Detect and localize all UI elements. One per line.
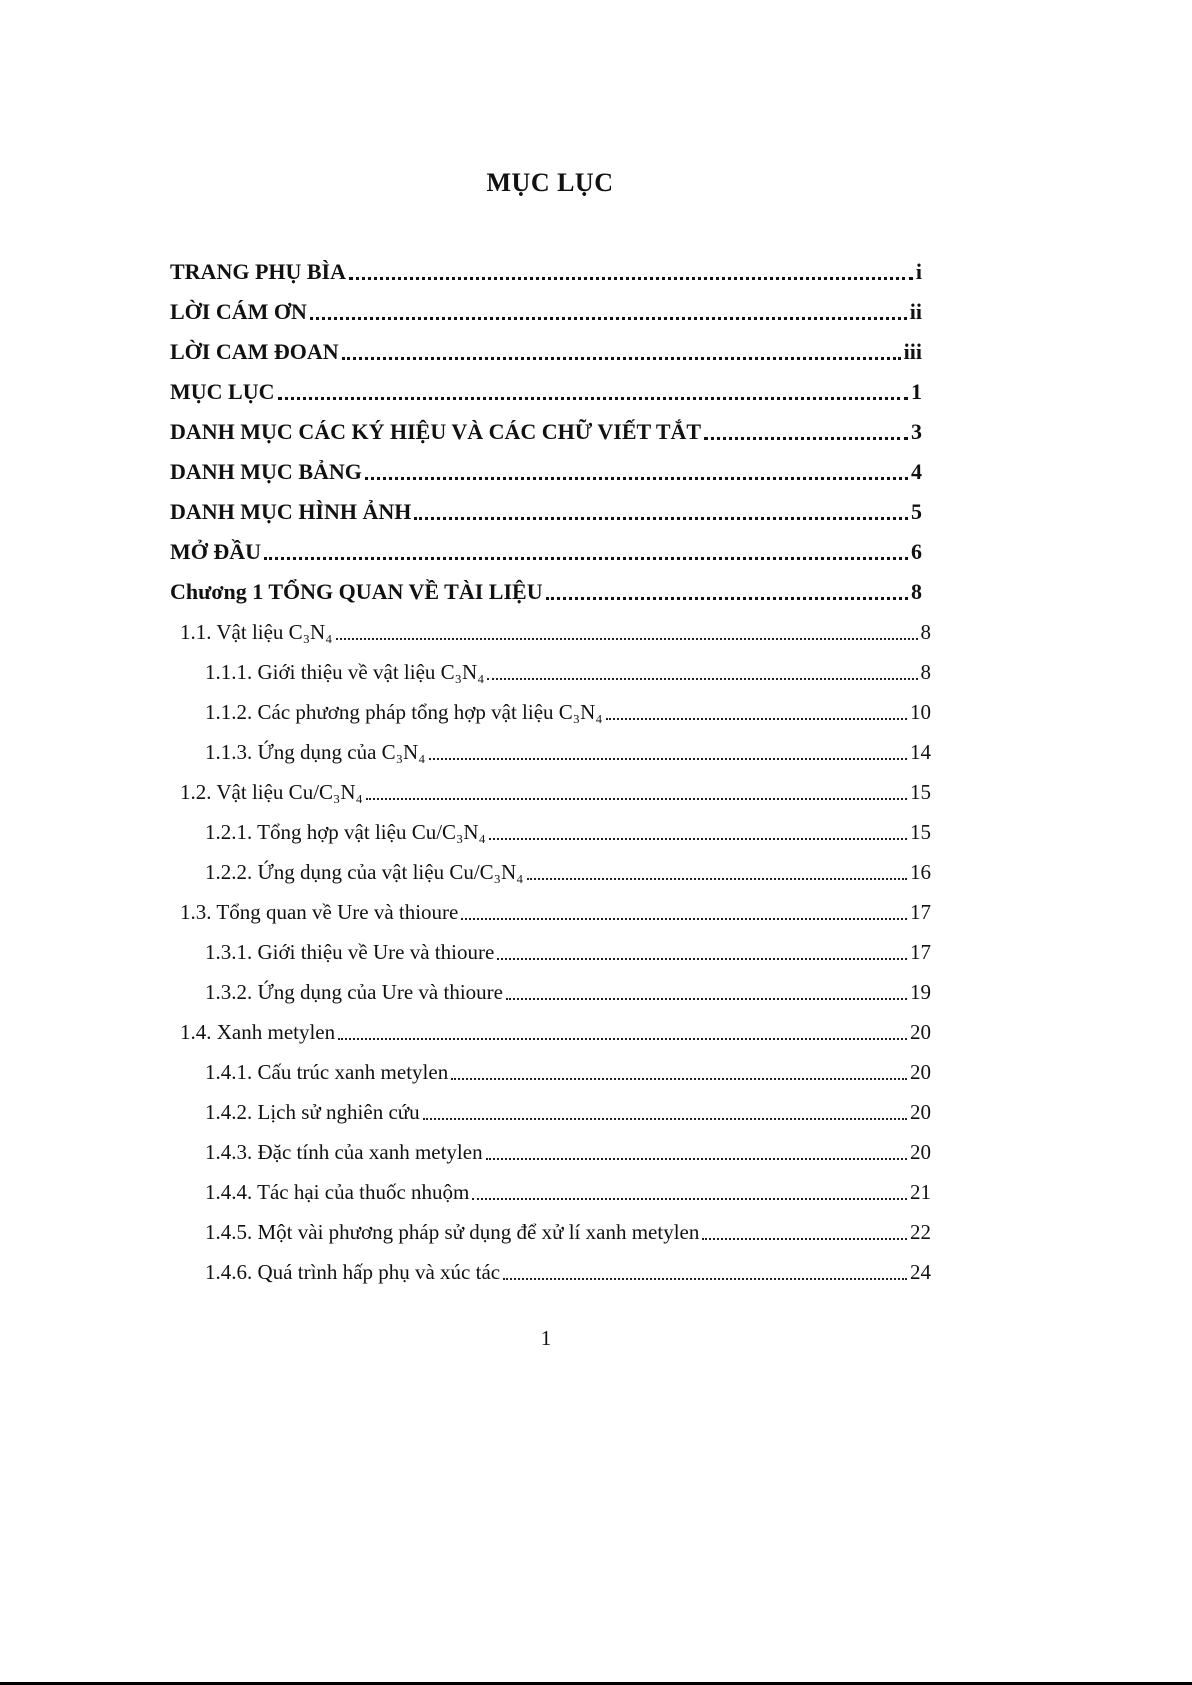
toc-entry-label: 1.1.2. Các phương pháp tổng hợp vật liệu C₃N₄	[205, 700, 603, 724]
toc-entry-label: DANH MỤC CÁC KÝ HIỆU VÀ CÁC CHỮ VIẾT TẮT	[170, 419, 702, 444]
toc-entry-page: 8	[911, 579, 922, 604]
toc-entry[interactable]	[170, 1172, 931, 1212]
toc-entry[interactable]	[170, 532, 922, 572]
dot-leader	[546, 597, 908, 600]
dot-leader	[338, 1038, 907, 1040]
toc-entry-page: 3	[911, 419, 922, 444]
toc-entry-label: DANH MỤC HÌNH ẢNH	[170, 499, 412, 524]
toc-entry-label: 1.4. Xanh metylen	[180, 1020, 336, 1044]
toc-entry-page: 20	[910, 1020, 931, 1044]
toc-entry[interactable]	[170, 732, 931, 772]
toc-entry-label: 1.2. Vật liệu Cu/C₃N₄	[180, 780, 363, 804]
toc-entry-page: i	[915, 259, 922, 284]
toc-entry[interactable]	[170, 1252, 931, 1292]
dot-leader	[497, 958, 907, 960]
toc-entry-page: 20	[910, 1140, 931, 1164]
toc-entry-label: 1.4.3. Đặc tính của xanh metylen	[205, 1140, 483, 1164]
toc-entry-page: 4	[911, 459, 922, 484]
toc-entry-label: 1.1.1. Giới thiệu về vật liệu C₃N₄	[205, 660, 485, 684]
dot-leader	[702, 1238, 907, 1240]
toc-entry[interactable]	[170, 412, 922, 452]
toc-entry[interactable]	[170, 1212, 931, 1252]
toc-entry[interactable]	[170, 252, 922, 292]
toc-entry-label: 1.3.1. Giới thiệu về Ure và thioure	[205, 940, 495, 964]
dot-leader	[704, 437, 908, 440]
toc-entry-page: 1	[911, 379, 922, 404]
toc-entry[interactable]	[170, 1012, 931, 1052]
toc-entry[interactable]	[170, 852, 931, 892]
table-of-contents	[170, 252, 931, 1292]
toc-entry-label: 1.4.1. Cấu trúc xanh metylen	[205, 1060, 449, 1084]
dot-leader	[606, 718, 907, 720]
dot-leader	[506, 998, 907, 1000]
toc-entry[interactable]	[170, 1132, 931, 1172]
toc-entry-label: MỞ ĐẦU	[170, 539, 262, 564]
toc-entry-label: 1.2.1. Tổng hợp vật liệu Cu/C₃N₄	[205, 820, 486, 844]
dot-leader	[429, 758, 908, 760]
toc-entry-label: 1.3.2. Ứng dụng của Ure và thioure	[205, 980, 503, 1004]
dot-leader	[366, 798, 907, 800]
page-number: 1	[540, 1326, 552, 1350]
toc-entry-label: 1.4.6. Quá trình hấp phụ và xúc tác	[205, 1260, 501, 1284]
toc-entry-label: Chương 1 TỔNG QUAN VỀ TÀI LIỆU	[170, 579, 543, 604]
toc-entry-page: 15	[910, 820, 931, 844]
toc-entry[interactable]	[170, 332, 922, 372]
toc-entry-page: 21	[910, 1180, 931, 1204]
dot-leader	[349, 277, 913, 280]
toc-entry-page: 14	[910, 740, 931, 764]
toc-entry-page: 17	[910, 900, 931, 924]
dot-leader	[278, 397, 909, 400]
dot-leader	[342, 357, 901, 360]
toc-entry[interactable]	[170, 1092, 931, 1132]
toc-entry-page: 16	[910, 860, 931, 884]
toc-title: MỤC LỤC	[486, 168, 614, 197]
toc-entry-page: 17	[910, 940, 931, 964]
toc-entry[interactable]	[170, 452, 922, 492]
toc-entry-label: MỤC LỤC	[170, 379, 275, 404]
toc-entry[interactable]	[170, 772, 931, 812]
dot-leader	[487, 678, 917, 680]
dot-leader	[451, 1078, 907, 1080]
toc-entry[interactable]	[170, 1052, 931, 1092]
dot-leader	[423, 1118, 907, 1120]
toc-entry[interactable]	[170, 652, 931, 692]
toc-entry[interactable]	[170, 812, 931, 852]
toc-entry[interactable]	[170, 292, 922, 332]
toc-entry-page: 19	[910, 980, 931, 1004]
toc-entry-label: 1.1. Vật liệu C₃N₄	[180, 620, 333, 644]
dot-leader	[461, 918, 907, 920]
toc-entry[interactable]	[170, 612, 931, 652]
toc-entry-label: TRANG PHỤ BÌA	[170, 259, 347, 284]
toc-entry[interactable]	[170, 692, 931, 732]
toc-entry[interactable]	[170, 932, 931, 972]
toc-entry-page: 10	[910, 700, 931, 724]
dot-leader	[527, 878, 908, 880]
dot-leader	[310, 317, 907, 320]
toc-entry-label: 1.2.2. Ứng dụng của vật liệu Cu/C₃N₄	[205, 860, 524, 884]
toc-entry-page: iii	[903, 339, 922, 364]
toc-entry-label: LỜI CAM ĐOAN	[170, 339, 339, 364]
dot-leader	[472, 1198, 907, 1200]
toc-entry[interactable]	[170, 892, 931, 932]
toc-entry-page: 24	[910, 1260, 931, 1284]
toc-entry-label: 1.4.2. Lịch sử nghiên cứu	[205, 1100, 420, 1124]
dot-leader	[365, 477, 908, 480]
toc-entry-page: 20	[910, 1060, 931, 1084]
toc-entry[interactable]	[170, 572, 922, 612]
toc-entry[interactable]	[170, 972, 931, 1012]
dot-leader	[489, 838, 907, 840]
toc-entry-page: 8	[920, 620, 931, 644]
toc-entry-label: LỜI CÁM ƠN	[170, 299, 307, 324]
toc-entry-page: 5	[911, 499, 922, 524]
dot-leader	[414, 517, 908, 520]
toc-entry-page: 6	[911, 539, 922, 564]
toc-entry-page: 20	[910, 1100, 931, 1124]
toc-entry-page: 8	[920, 660, 931, 684]
toc-entry[interactable]	[170, 492, 922, 532]
toc-entry[interactable]	[170, 372, 922, 412]
toc-entry-label: 1.1.3. Ứng dụng của C₃N₄	[205, 740, 426, 764]
dot-leader	[336, 638, 918, 640]
toc-entry-label: DANH MỤC BẢNG	[170, 459, 362, 484]
dot-leader	[503, 1278, 907, 1280]
dot-leader	[486, 1158, 907, 1160]
toc-entry-page: ii	[909, 299, 922, 324]
toc-entry-page: 15	[910, 780, 931, 804]
toc-entry-page: 22	[910, 1220, 931, 1244]
toc-entry-label: 1.4.4. Tác hại của thuốc nhuộm	[205, 1180, 470, 1204]
toc-entry-label: 1.3. Tổng quan về Ure và thioure	[180, 900, 459, 924]
dot-leader	[264, 557, 908, 560]
toc-entry-label: 1.4.5. Một vài phương pháp sử dụng để xử lí xanh metylen	[205, 1220, 700, 1244]
